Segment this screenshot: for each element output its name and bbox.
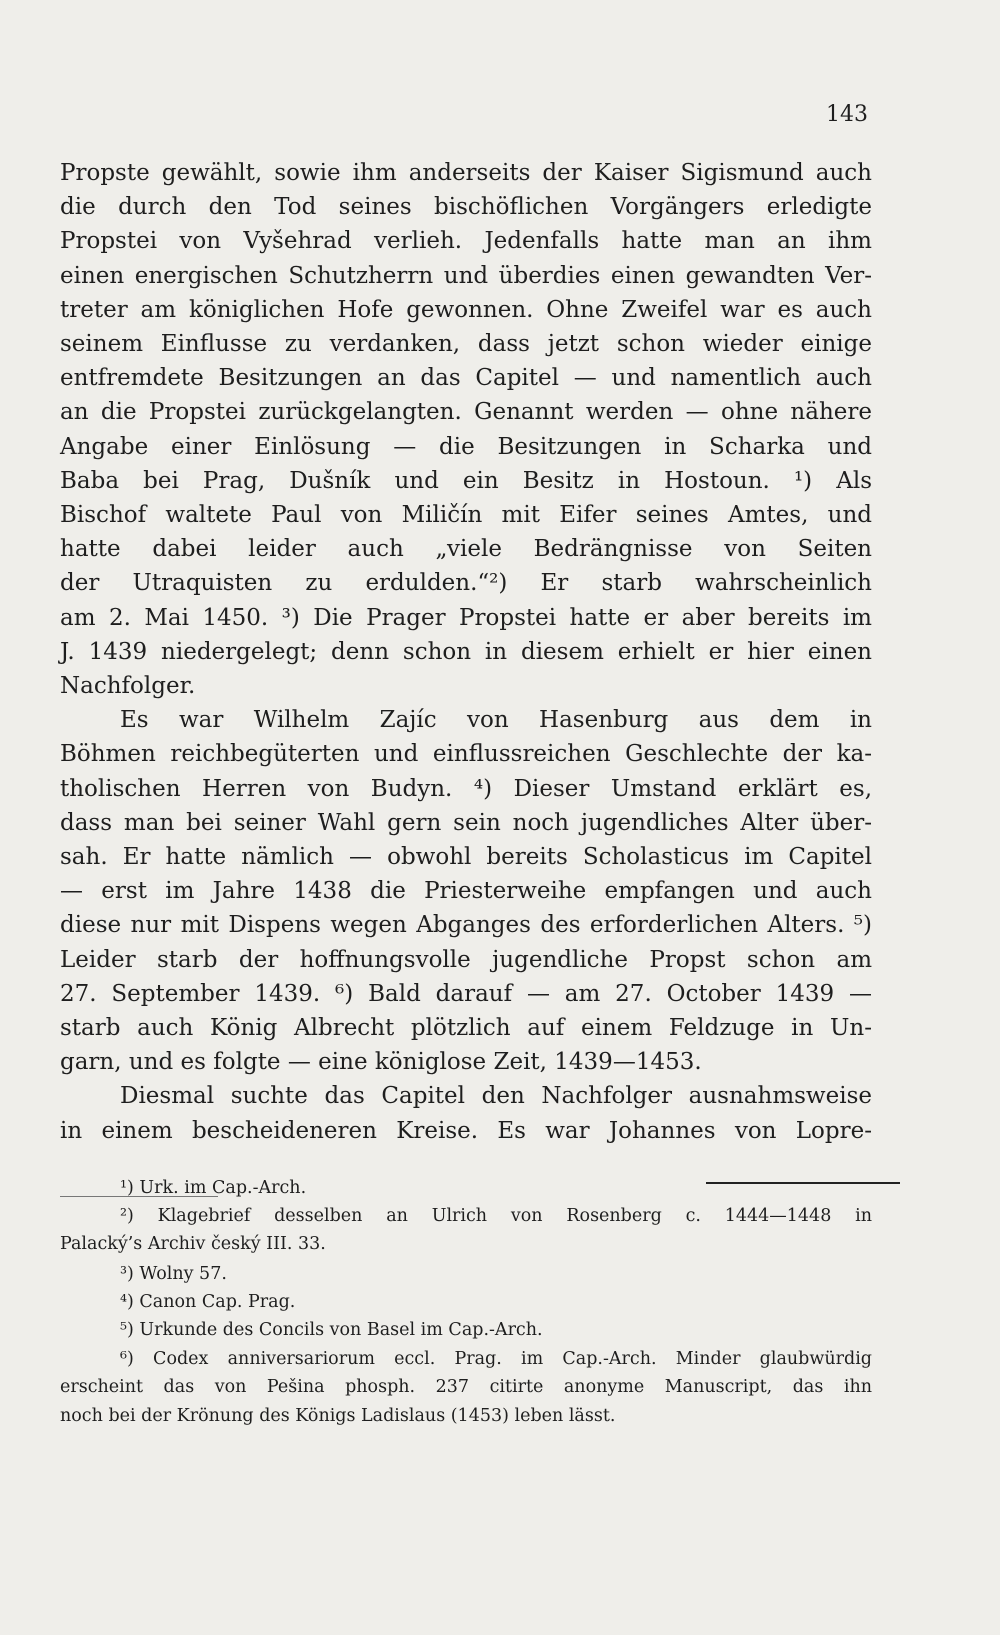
text-line: die durch den Tod seines bischöflichen Vorgängers erledigte — [60, 194, 872, 221]
text-line: Bischof waltete Paul von Miličín mit Eifer seines Amtes, und — [60, 502, 872, 528]
text-line: treter am königlichen Hofe gewonnen. Ohne Zweifel war es auch — [60, 296, 872, 323]
text-line: — erst im Jahre 1438 die Priesterweihe empfangen und auch — [60, 878, 872, 905]
text-line: einen energischen Schutzherrn und überdies einen gewandten Ver- — [60, 262, 872, 289]
text-line: Baba bei Prag, Dušník und ein Besitz in Hostoun. ¹) Als — [60, 467, 872, 494]
text-line: entfremdete Besitzungen an das Capitel — und namentlich auch — [60, 365, 872, 392]
footnote-line: ²) Klagebrief desselben an Ulrich von Rosenberg c. 1444—1448 in — [120, 1206, 872, 1226]
footnote-line: ¹) Urk. im Cap.-Arch. — [120, 1178, 307, 1198]
text-line: 27. September 1439. ⁶) Bald darauf — am 27. October 1439 — — [60, 980, 872, 1007]
footnote-line: erscheint das von Pešina phosph. 237 citirte anonyme Manuscript, das ihn — [60, 1377, 872, 1397]
text-line: Diesmal suchte das Capitel den Nachfolger ausnahmsweise — [120, 1083, 872, 1110]
text-line: J. 1439 niedergelegt; denn schon in diesem erhielt er hier einen — [60, 638, 872, 665]
text-line: garn, und es folgte — eine königlose Zeit, 1439—1453. — [60, 1049, 702, 1076]
footnote-line: ³) Wolny 57. — [120, 1264, 227, 1284]
text-line: diese nur mit Dispens wegen Abganges des erforderlichen Alters. ⁵) — [60, 912, 872, 939]
text-line: Propstei von Vyšehrad verlieh. Jedenfalls hatte man an ihm — [60, 228, 872, 255]
page-number: 143 — [826, 102, 868, 127]
text-line: Es war Wilhelm Zajíc von Hasenburg aus dem in — [120, 707, 872, 734]
text-line: Leider starb der hoffnungsvolle jugendliche Propst schon am — [60, 946, 872, 973]
text-line: dass man bei seiner Wahl gern sein noch jugendliches Alter über- — [60, 809, 872, 836]
text-line: an die Propstei zurückgelangten. Genannt werden — ohne nähere — [60, 399, 872, 426]
footnote-line: ⁶) Codex anniversariorum eccl. Prag. im Cap.-Arch. Minder glaubwürdig — [120, 1349, 872, 1369]
text-line: hatte dabei leider auch „viele Bedrängnisse von Seiten — [60, 536, 872, 563]
text-line: der Utraquisten zu erdulden.“²) Er starb wahrscheinlich — [60, 570, 872, 597]
footnote-line: ⁴) Canon Cap. Prag. — [120, 1292, 296, 1312]
text-line: seinem Einflusse zu verdanken, dass jetzt schon wieder einige — [60, 331, 872, 357]
text-line: starb auch König Albrecht plötzlich auf einem Feldzuge in Un- — [60, 1015, 872, 1041]
text-line: tholischen Herren von Budyn. ⁴) Dieser Umstand erklärt es, — [60, 775, 872, 802]
text-line: Angabe einer Einlösung — die Besitzungen in Scharka und — [60, 433, 872, 460]
footnote-line: noch bei der Krönung des Königs Ladislaus (1453) leben lässt. — [60, 1406, 616, 1426]
text-line: Propste gewählt, sowie ihm anderseits der Kaiser Sigismund auch — [60, 160, 872, 186]
text-line: Nachfolger. — [60, 673, 196, 699]
text-line: in einem bescheideneren Kreise. Es war Johannes von Lopre- — [60, 1117, 872, 1144]
text-line: sah. Er hatte nämlich — obwohl bereits Scholasticus im Capitel — [60, 844, 872, 870]
footnote-line: Palacký’s Archiv český III. 33. — [60, 1234, 326, 1254]
text-line: am 2. Mai 1450. ³) Die Prager Propstei hatte er aber bereits im — [60, 604, 872, 631]
footnote-line: ⁵) Urkunde des Concils von Basel im Cap.-Arch. — [120, 1320, 543, 1340]
text-line: Böhmen reichbegüterten und einflussreichen Geschlechte der ka- — [60, 741, 872, 768]
